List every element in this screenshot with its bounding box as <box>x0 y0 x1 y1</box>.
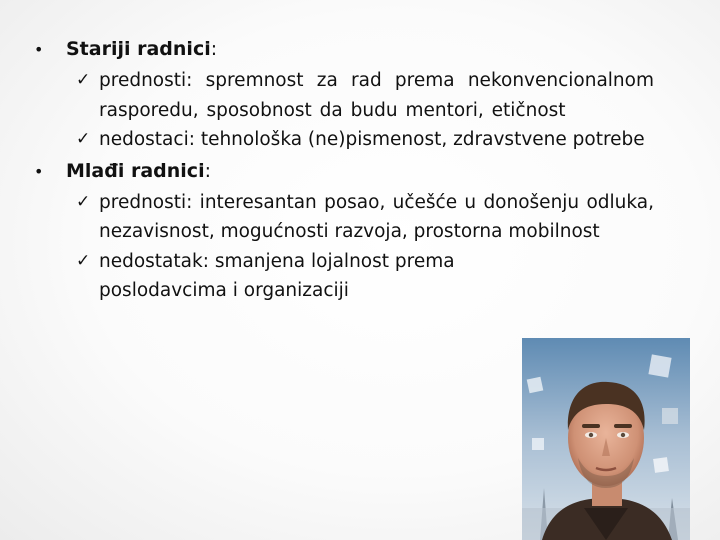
checkmark-icon: ✓ <box>76 70 91 90</box>
bullet-list <box>32 33 654 306</box>
list-item <box>32 247 654 306</box>
heading-colon: : <box>210 38 218 60</box>
section-heading <box>32 33 654 66</box>
item-text: nedostaci: tehnološka (ne)pismenost, zdravstvene potrebe <box>99 129 645 150</box>
heading-colon: : <box>204 159 211 182</box>
young-man-photo <box>522 338 690 540</box>
section-younger-workers <box>32 155 654 306</box>
list-item <box>32 66 654 125</box>
bullet-icon: • <box>34 161 44 181</box>
checkmark-icon: ✓ <box>76 129 91 149</box>
heading-text: Mlađi radnici <box>66 159 205 182</box>
section-heading <box>32 155 654 188</box>
heading-text: Stariji radnici <box>66 38 211 60</box>
item-text: prednosti: spremnost za rad prema nekonvencionalnom rasporedu, sposobnost da budu mentori, etičnost <box>99 70 654 121</box>
item-text: nedostatak: smanjena lojalnost prema poslodavcima i organizaciji <box>99 250 455 301</box>
list-item <box>32 188 654 247</box>
checkmark-icon: ✓ <box>76 250 91 271</box>
bullet-icon: • <box>34 40 44 59</box>
item-text: prednosti: interesantan posao, učešće u donošenju odluka, nezavisnost, mogućnosti razvoja, prostorna mobilnost <box>99 191 654 242</box>
checkmark-icon: ✓ <box>76 191 91 212</box>
section-older-workers <box>32 33 654 155</box>
list-item <box>32 125 654 155</box>
